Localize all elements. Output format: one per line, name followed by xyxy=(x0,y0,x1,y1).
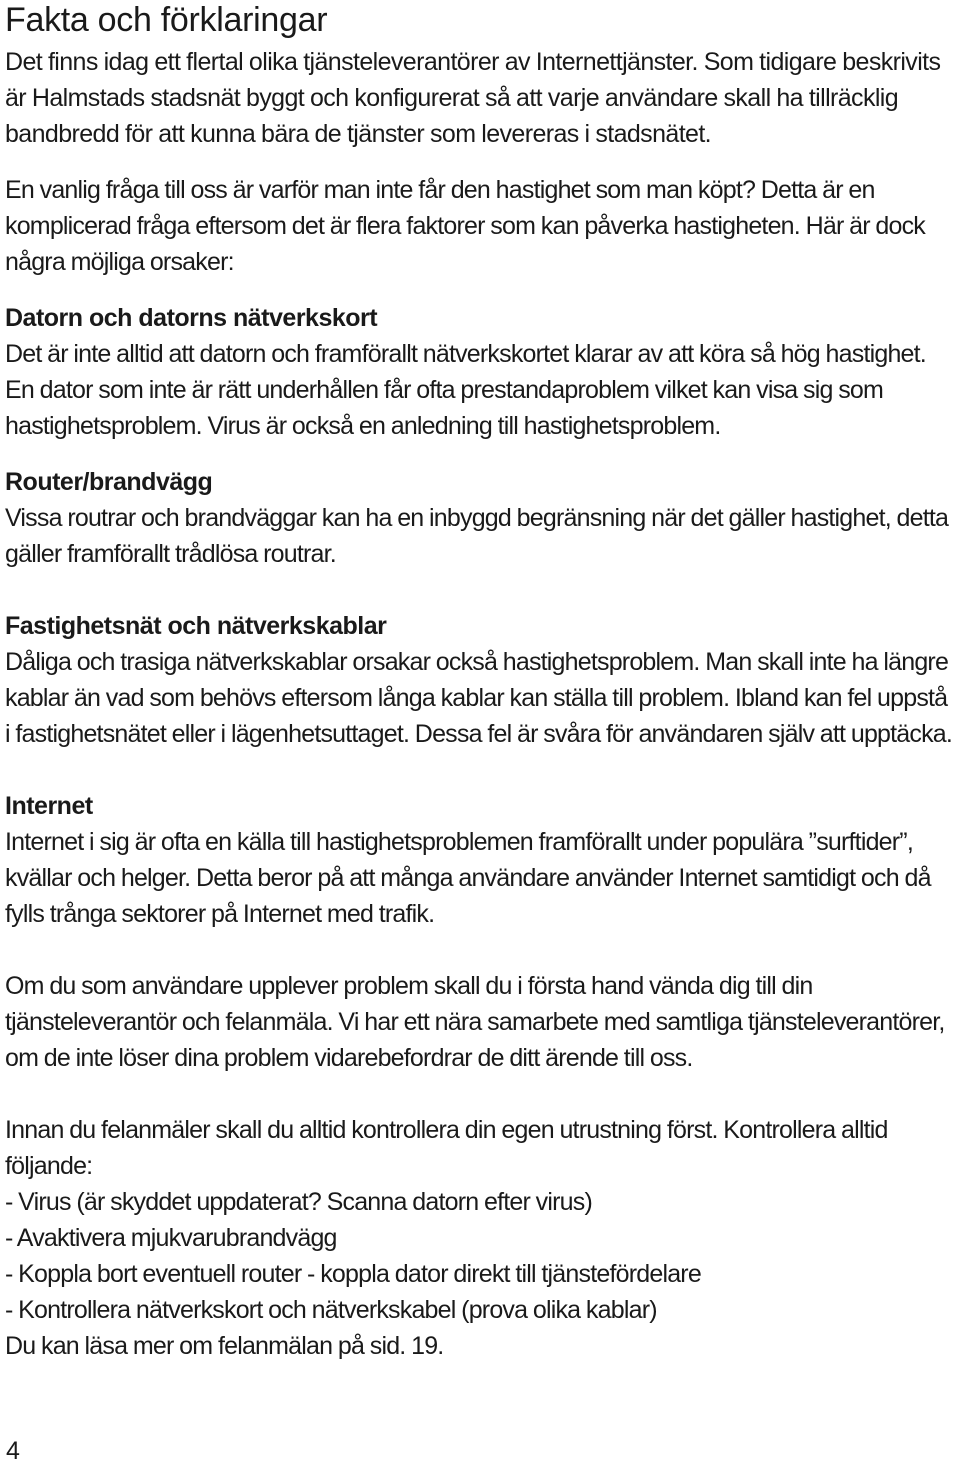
section-heading-computer: Datorn och datorns nätverkskort xyxy=(5,304,378,332)
list-item: - Kontrollera nätverkskort och nätverkskabel (prova olika kablar) xyxy=(5,1296,657,1324)
section-body-router: Vissa routrar och brandväggar kan ha en inbyggd begränsning när det gäller hastighet, detta gäller framförallt trådlösa routrar. xyxy=(5,504,949,568)
section-body-internet: Internet i sig är ofta en källa till hastighetsproblemen framförallt under populära ”surftider”, kvällar och helger. Detta beror på att många användare använder Internet samtidigt och då fylls trånga sektorer på Internet med trafik. xyxy=(5,828,931,928)
checklist-intro: Innan du felanmäler skall du alltid kontrollera din egen utrustning först. Kontrollera alltid följande: xyxy=(5,1116,888,1180)
contact-paragraph: Om du som användare upplever problem skall du i första hand vända dig till din tjänsteleverantör och felanmäla. Vi har ett nära samarbete med samtliga tjänsteleverantörer, om de inte löser dina problem vidarebefordrar de ditt ärende till oss. xyxy=(5,972,945,1072)
section-body-computer: Det är inte alltid att datorn och framförallt nätverkskortet klarar av att köra så hög hastighet. En dator som inte är rätt underhållen får ofta prestandaproblem vilket kan visa sig som hastighetsproblem. Virus är också en anledning till hastighetsproblem. xyxy=(5,340,926,440)
page-number: 4 xyxy=(6,1437,20,1465)
section-heading-router: Router/brandvägg xyxy=(5,468,213,496)
page-title: Fakta och förklaringar xyxy=(5,1,328,39)
list-item: - Virus (är skyddet uppdaterat? Scanna datorn efter virus) xyxy=(5,1188,592,1216)
more-info-line: Du kan läsa mer om felanmälan på sid. 19. xyxy=(5,1332,444,1360)
list-item: - Koppla bort eventuell router - koppla dator direkt till tjänstefördelare xyxy=(5,1260,701,1288)
section-heading-building-network: Fastighetsnät och nätverkskablar xyxy=(5,612,387,640)
question-paragraph: En vanlig fråga till oss är varför man inte får den hastighet som man köpt? Detta är en komplicerad fråga eftersom det är flera faktorer som kan påverka hastigheten. Här är dock några möjliga orsaker: xyxy=(5,176,925,276)
section-body-building-network: Dåliga och trasiga nätverkskablar orsakar också hastighetsproblem. Man skall inte ha längre kablar än vad som behövs eftersom långa kablar kan ställa till problem. Ibland kan fel uppstå i fastighetsnätet eller i lägenhetsuttaget. Dessa fel är svåra för användaren själv att upptäcka. xyxy=(5,648,953,748)
section-heading-internet: Internet xyxy=(5,792,93,820)
list-item: - Avaktivera mjukvarubrandvägg xyxy=(5,1224,337,1252)
document-page xyxy=(5,0,957,1364)
intro-paragraph: Det finns idag ett flertal olika tjänsteleverantörer av Internettjänster. Som tidigare beskrivits är Halmstads stadsnät byggt och konfigurerat så att varje användare skall ha tillräcklig bandbredd för att kunna bära de tjänster som levereras i stadsnätet. xyxy=(5,48,941,148)
checklist xyxy=(5,1184,957,1328)
